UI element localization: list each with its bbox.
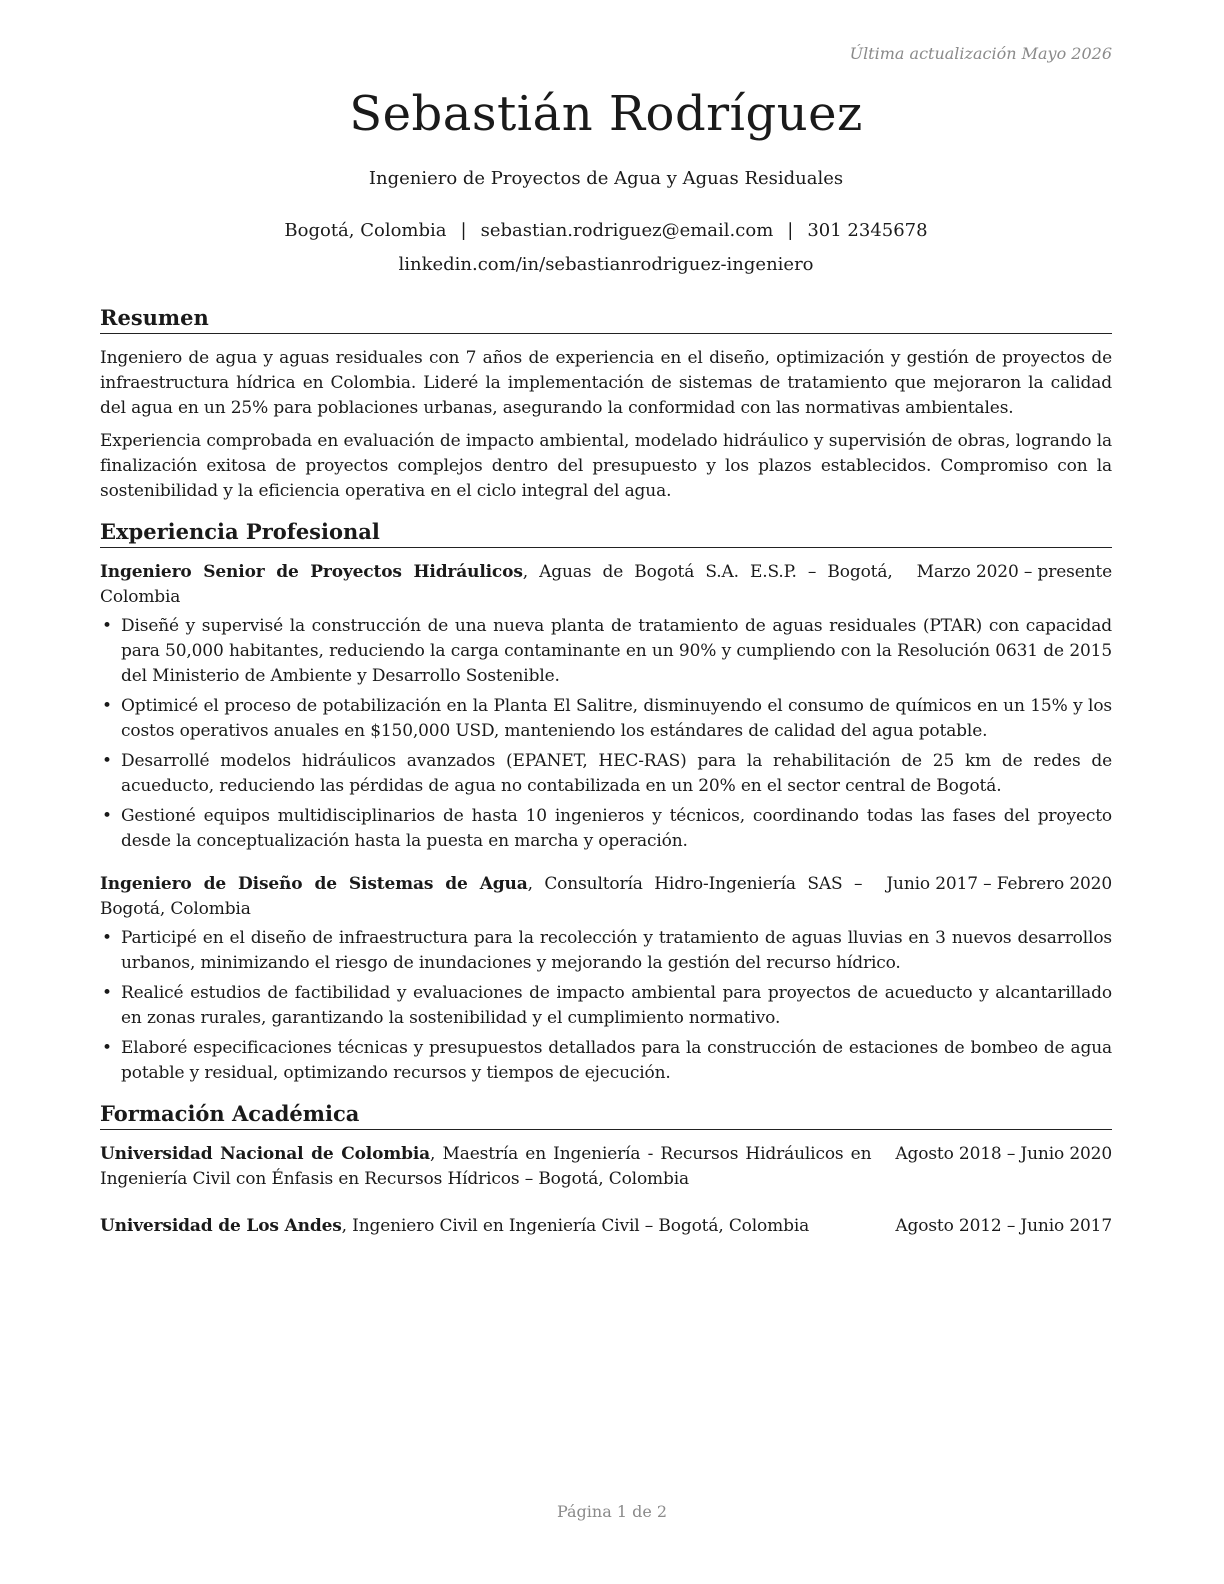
job-role: Ingeniero de Diseño de Sistemas de Agua [100, 874, 528, 894]
bullet-icon: • [102, 616, 112, 636]
bullet-text: Desarrollé modelos hidráulicos avanzados (EPANET, HEC-RAS) para la rehabilitación de 25 km de redes de acueducto, reduciendo las pérdidas de agua no contabilizada en un 20% en el sector central de Bogotá. [121, 751, 1112, 796]
job-role: Ingeniero Senior de Proyectos Hidráulicos [100, 562, 523, 582]
page-number: Página 1 de 2 [556, 1502, 668, 1521]
phone: 301 2345678 [807, 220, 928, 241]
section-title-summary: Resumen [100, 304, 1112, 334]
summary-paragraph: Experiencia comprobada en evaluación de impacto ambiental, modelado hidráulico y supervisión de obras, logrando la finalización exitosa de proyectos complejos dentro del presupuesto y los plazos establecidos. Compromiso con la sostenibilidad y la eficiencia operativa en el ciclo integral del agua. [100, 431, 1112, 501]
education-header [100, 1214, 1112, 1239]
list-item [100, 926, 1112, 976]
list-item [100, 1036, 1112, 1086]
education-entry [100, 1142, 1112, 1192]
education-dates: Agosto 2018 – Junio 2020 [895, 1144, 1112, 1164]
bullet-icon: • [102, 1038, 112, 1058]
section-title-education: Formación Académica [100, 1100, 1112, 1130]
bullet-text: Gestioné equipos multidisciplinarios de hasta 10 ingenieros y técnicos, coordinando todas las fases del proyecto desde la conceptualización hasta la puesta en marcha y operación. [121, 806, 1112, 851]
bullet-icon: • [102, 983, 112, 1003]
education-school: Universidad de Los Andes [100, 1216, 342, 1236]
bullet-text: Elaboré especificaciones técnicas y presupuestos detallados para la construcción de estaciones de bombeo de agua potable y residual, optimizando recursos y tiempos de ejecución. [121, 1038, 1112, 1083]
bullet-icon: • [102, 928, 112, 948]
summary-paragraph: Ingeniero de agua y aguas residuales con 7 años de experiencia en el diseño, optimización y gestión de proyectos de infraestructura hídrica en Colombia. Lideré la implementación de sistemas de tratamiento que mejoraron la calidad del agua en un 25% para poblaciones urbanas, asegurando la conformidad con las normativas ambientales. [100, 348, 1112, 418]
list-item [100, 804, 1112, 854]
job-org: , Consultoría Hidro-Ingeniería SAS – Bogotá, Colombia [100, 874, 863, 919]
separator: | [460, 220, 467, 241]
last-updated: Última actualización Mayo 2026 [849, 44, 1112, 63]
job-role-org [100, 560, 917, 610]
email-link[interactable]: sebastian.rodriguez@email.com [480, 220, 774, 241]
list-item [100, 981, 1112, 1031]
education-school: Universidad Nacional de Colombia [100, 1144, 431, 1164]
separator: | [787, 220, 794, 241]
list-item [100, 694, 1112, 744]
bullet-text: Diseñé y supervisé la construcción de una nueva planta de tratamiento de aguas residuales (PTAR) con capacidad para 50,000 habitantes, reduciendo la carga contaminante en un 90% y cumpliendo con la Resolución 0631 de 2015 del Ministerio de Ambiente y Desarrollo Sostenible. [121, 616, 1112, 686]
job-bullets [100, 926, 1112, 1086]
candidate-title: Ingeniero de Proyectos de Agua y Aguas Residuales [368, 168, 844, 189]
education-dates: Agosto 2012 – Junio 2017 [895, 1216, 1112, 1236]
bullet-text: Optimicé el proceso de potabilización en la Planta El Salitre, disminuyendo el consumo de químicos en un 15% y los costos operativos anuales en $150,000 USD, manteniendo los estándares de calidad del agua potable. [121, 696, 1112, 741]
job-header [100, 872, 1112, 922]
location: Bogotá, Colombia [284, 220, 447, 241]
education-detail: , Maestría en Ingeniería - Recursos Hidráulicos en Ingeniería Civil con Énfasis en Recursos Hídricos – Bogotá, Colombia [100, 1144, 872, 1189]
education-entry [100, 1214, 1112, 1239]
list-item [100, 614, 1112, 689]
section-title-experience: Experiencia Profesional [100, 518, 1112, 548]
job-dates: Junio 2017 – Febrero 2020 [886, 874, 1112, 894]
job-entry [100, 872, 1112, 1086]
education-header [100, 1142, 1112, 1192]
bullet-icon: • [102, 751, 112, 771]
bullet-icon: • [102, 696, 112, 716]
resume-content [100, 304, 1112, 1257]
job-bullets [100, 614, 1112, 854]
list-item [100, 749, 1112, 799]
education-school-detail [100, 1142, 895, 1192]
bullet-text: Realicé estudios de factibilidad y evaluaciones de impacto ambiental para proyectos de acueducto y alcantarillado en zonas rurales, garantizando la sostenibilidad y el cumplimiento normativo. [121, 983, 1112, 1028]
job-header [100, 560, 1112, 610]
bullet-text: Participé en el diseño de infraestructura para la recolección y tratamiento de aguas lluvias en 3 nuevos desarrollos urbanos, minimizando el riesgo de inundaciones y mejorando la gestión del recurso hídrico. [121, 928, 1112, 973]
bullet-icon: • [102, 806, 112, 826]
education-detail: , Ingeniero Civil en Ingeniería Civil – Bogotá, Colombia [341, 1216, 810, 1236]
linkedin-link[interactable]: linkedin.com/in/sebastianrodriguez-ingeniero [398, 254, 814, 275]
contact-line [100, 220, 1112, 241]
job-org: , Aguas de Bogotá S.A. E.S.P. – Bogotá, Colombia [100, 562, 893, 607]
job-dates: Marzo 2020 – presente [916, 562, 1112, 582]
job-entry [100, 560, 1112, 854]
job-role-org [100, 872, 886, 922]
candidate-name: Sebastián Rodríguez [349, 86, 863, 142]
education-school-detail [100, 1214, 895, 1239]
